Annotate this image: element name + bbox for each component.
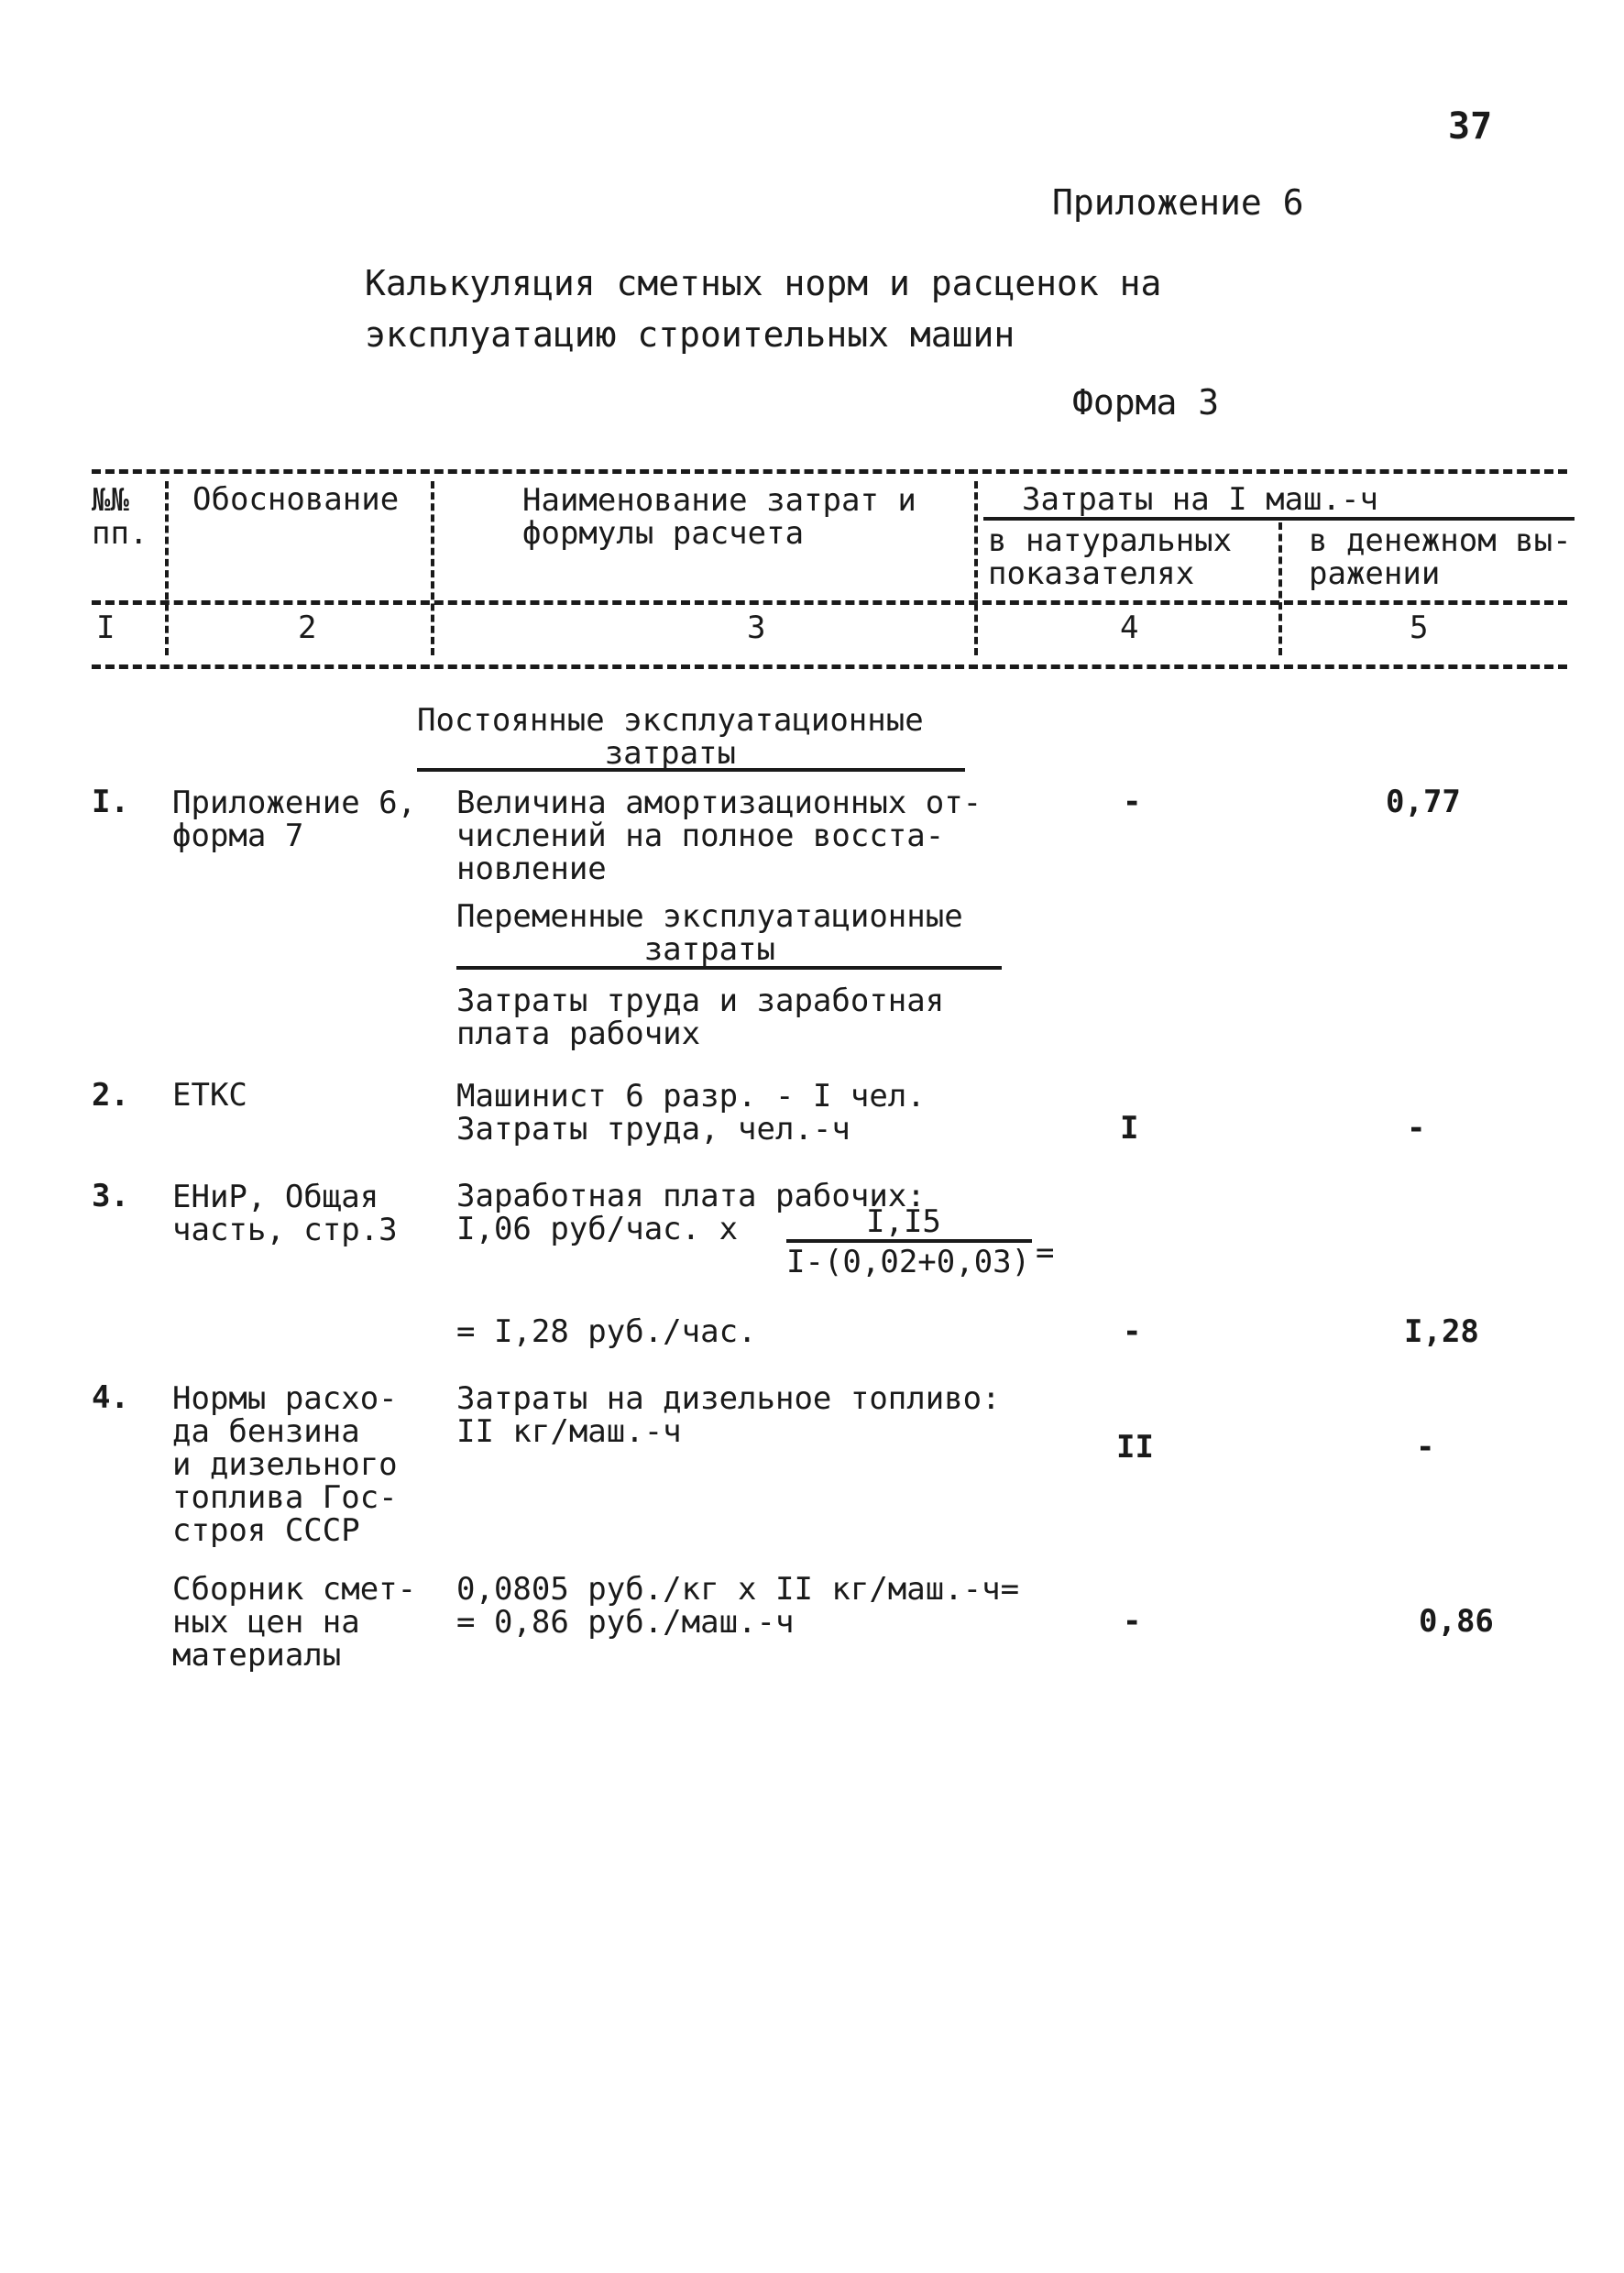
appendix-label: Приложение 6 — [1052, 182, 1304, 223]
formula-equals: = — [1036, 1235, 1055, 1271]
page-number: 37 — [1448, 105, 1493, 148]
row-number: 2. — [92, 1077, 129, 1114]
section-constant-costs: Постоянные эксплуатационные затраты — [417, 702, 924, 772]
header-top-rule — [92, 469, 1567, 474]
row-money-value: 0,77 — [1386, 784, 1461, 820]
formula-result: = I,28 руб./час. — [456, 1313, 757, 1350]
document-title-line2: эксплуатацию строительных машин — [365, 314, 1015, 355]
header-number-2: 2 — [298, 609, 317, 646]
row-number: 4. — [92, 1379, 129, 1416]
row-cost-name: 0,0805 руб./кг x II кг/маш.-ч= = 0,86 руб./маш.-ч — [456, 1571, 1020, 1641]
formula-denominator: I-(0,02+0,03) — [786, 1244, 1031, 1280]
row-natural-value: I — [1120, 1110, 1139, 1147]
row-natural-value: - — [1123, 784, 1142, 820]
row-natural-value: - — [1123, 1313, 1142, 1350]
row-cost-name: Величина амортизационных от- числений на полное восста- новление — [456, 785, 982, 887]
header-number-5: 5 — [1410, 609, 1429, 646]
row-basis: Приложение 6, форма 7 — [172, 785, 417, 854]
header-col-money: в денежном вы- ражении — [1309, 522, 1572, 592]
row-basis: Сборник смет- ных цен на материалы — [172, 1571, 417, 1674]
header-col-natural: в натуральных показателях — [988, 522, 1233, 592]
header-separator — [165, 481, 169, 655]
row-basis: ЕНиР, Общая часть, стр.3 — [172, 1179, 398, 1248]
row-money-value: - — [1416, 1429, 1435, 1466]
row-cost-name: Заработная плата рабочих: — [456, 1178, 926, 1214]
header-separator — [974, 481, 978, 655]
row-basis: Нормы расхо- да бензина и дизельного топлива Гос- строя СССР — [172, 1380, 398, 1549]
row-number: 3. — [92, 1178, 129, 1214]
row-cost-name: Затраты на дизельное топливо: II кг/маш.-ч — [456, 1380, 1001, 1450]
formula-fraction-bar — [786, 1239, 1032, 1243]
row-money-value: I,28 — [1404, 1313, 1479, 1350]
row-money-value: - — [1407, 1110, 1426, 1147]
header-number-4: 4 — [1120, 609, 1139, 646]
row-basis: ЕТКС — [172, 1077, 247, 1114]
header-bottom-rule — [92, 664, 1567, 669]
header-cost-group: Затраты на I маш.-ч — [1022, 481, 1378, 518]
header-mid-rule — [92, 600, 1567, 605]
formula-numerator: I,I5 — [866, 1203, 941, 1240]
header-col-name: Наименование затрат и формулы расчета — [522, 482, 916, 552]
header-group-underline — [983, 517, 1575, 521]
formula-left: I,06 руб/час. x — [456, 1211, 739, 1247]
header-number-3: 3 — [747, 609, 766, 646]
form-label: Форма 3 — [1072, 382, 1220, 423]
row-money-value: 0,86 — [1419, 1603, 1494, 1640]
section-underline — [456, 966, 1002, 970]
document-title-line1: Калькуляция сметных норм и расценок на — [365, 263, 1162, 303]
row-number: I. — [92, 784, 129, 820]
header-col-basis: Обоснование — [192, 481, 400, 518]
row-natural-value: - — [1123, 1603, 1142, 1640]
header-separator — [431, 481, 434, 655]
header-col-number: №№ пп. — [92, 482, 148, 552]
section-variable-costs: Переменные эксплуатационные затраты — [456, 898, 963, 968]
section-underline — [417, 768, 965, 772]
header-separator — [1278, 522, 1282, 655]
row-natural-value: II — [1116, 1429, 1154, 1466]
section-labor: Затраты труда и заработная плата рабочих — [456, 983, 945, 1052]
row-cost-name: Машинист 6 разр. - I чел. Затраты труда, чел.-ч — [456, 1078, 926, 1147]
header-number-1: I — [96, 609, 115, 646]
